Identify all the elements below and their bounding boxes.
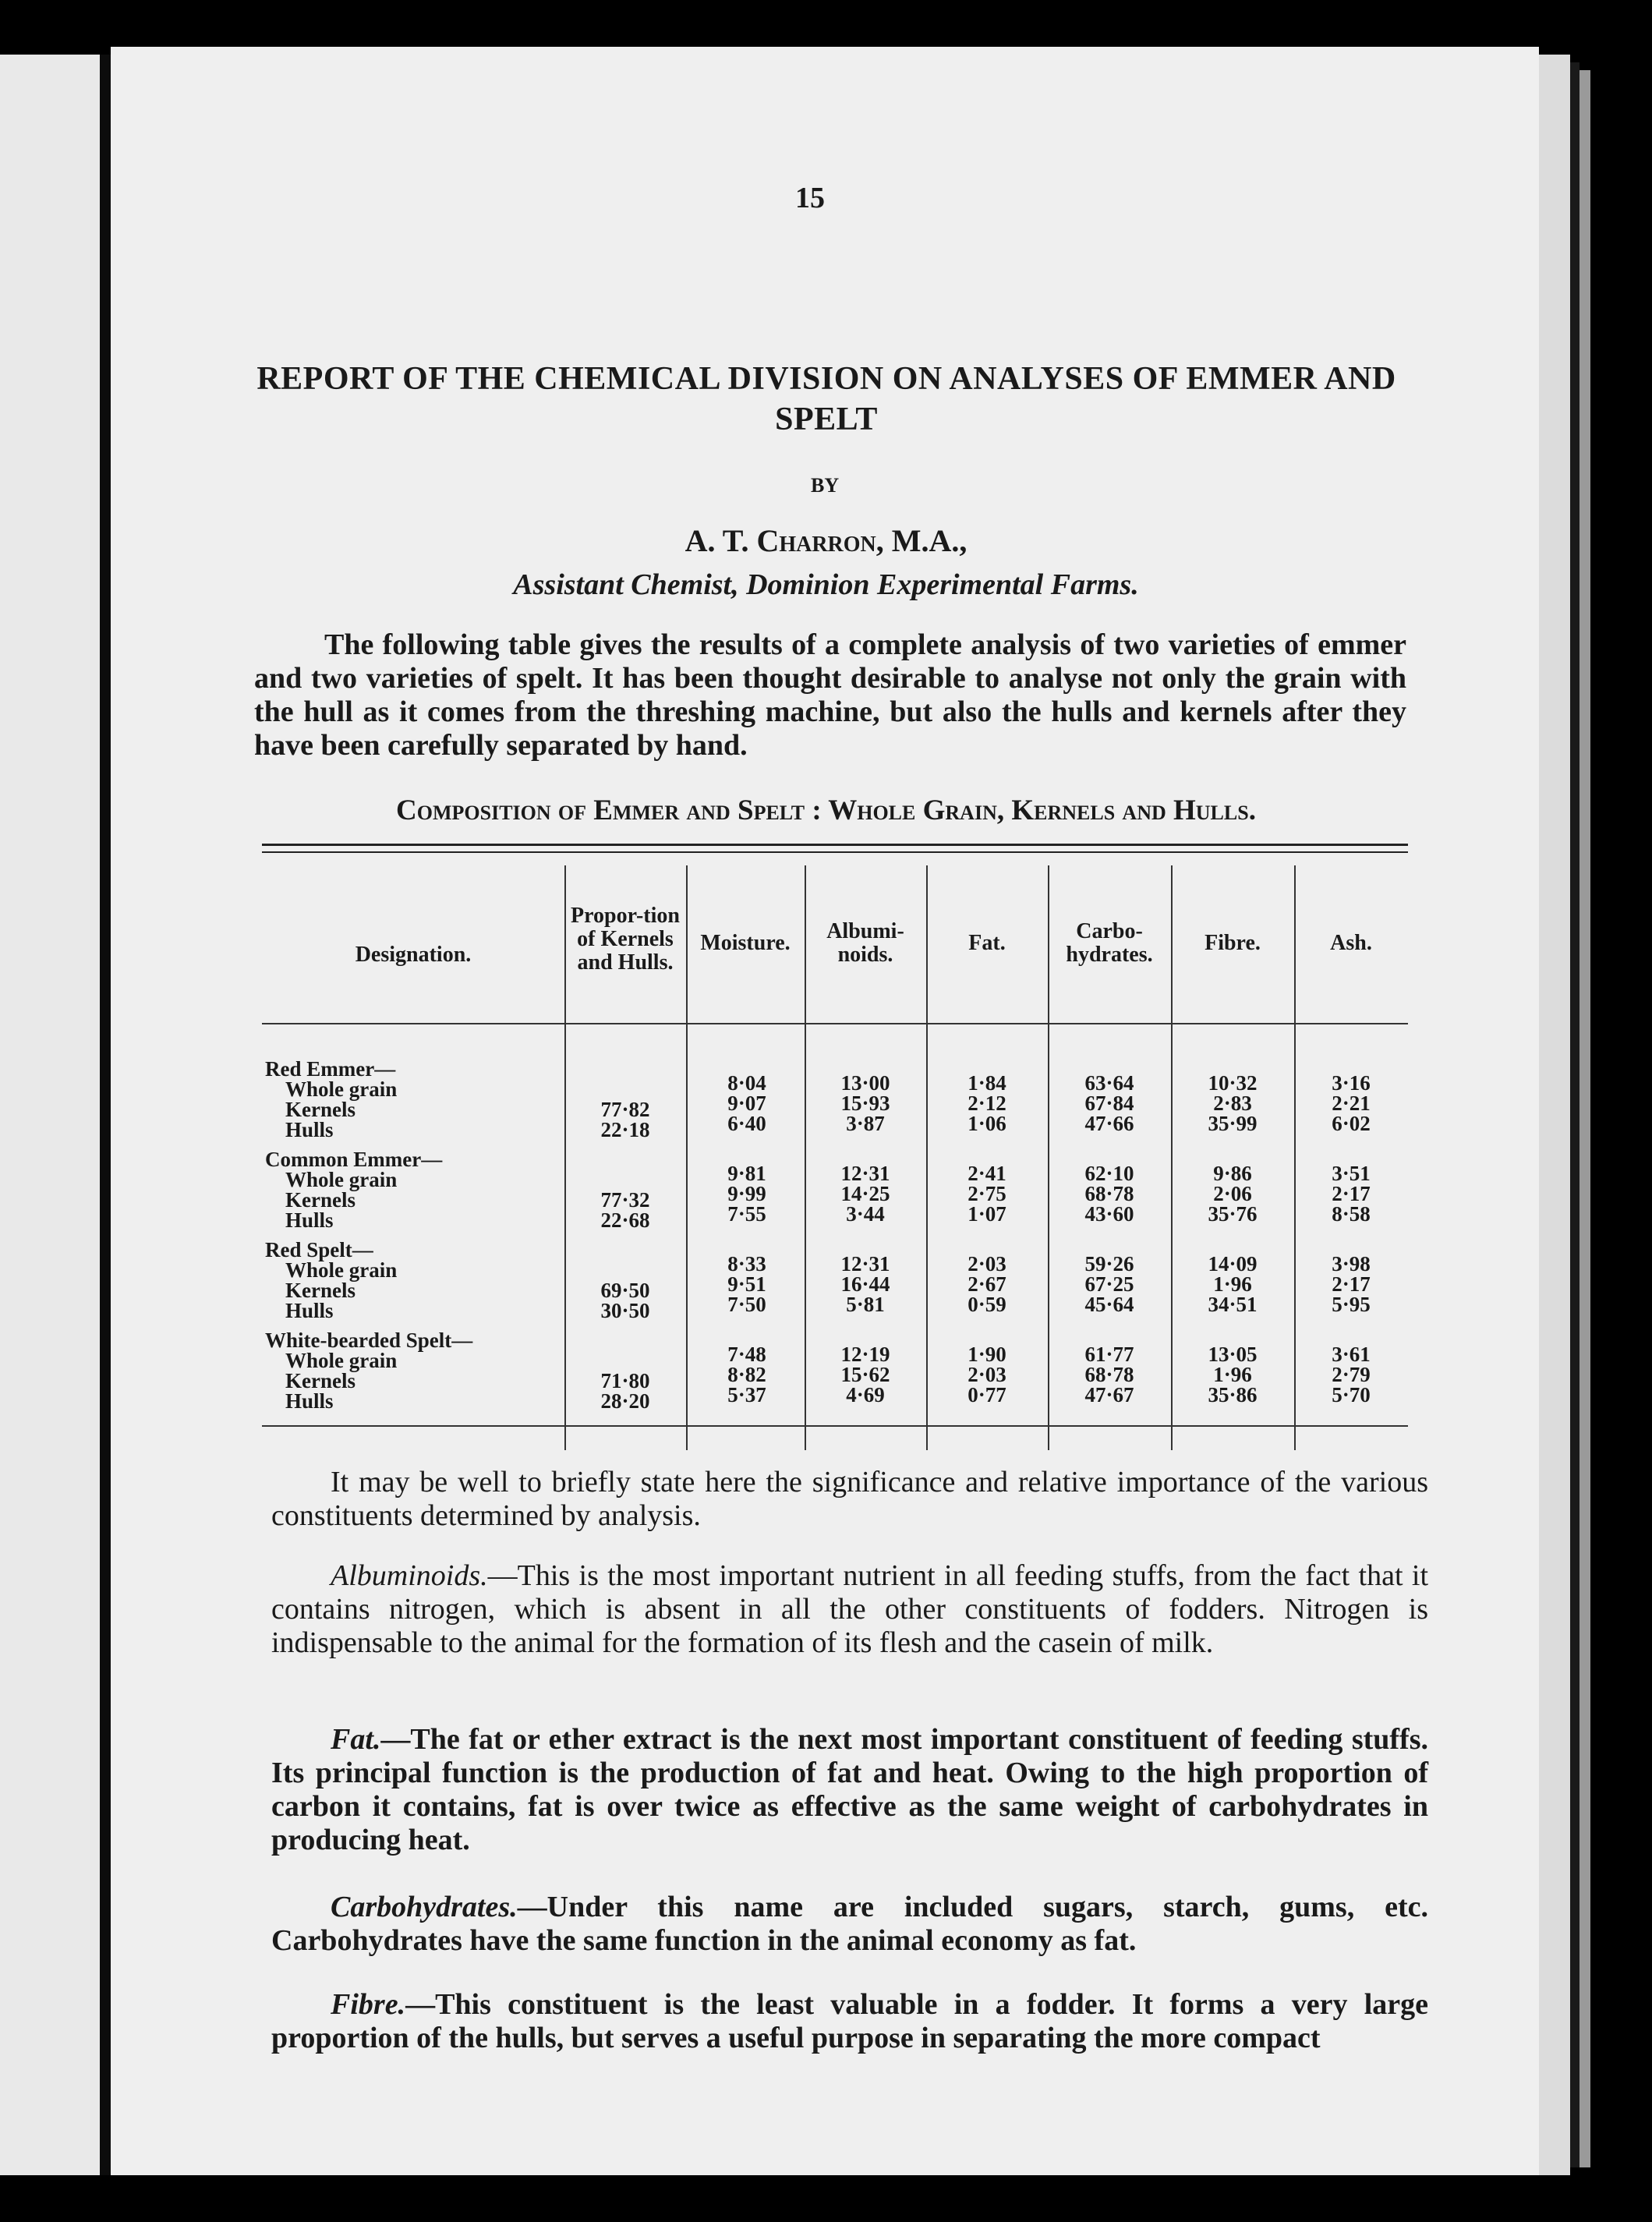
value-cell: 8·58 [1332, 1202, 1371, 1226]
value-cell: 5·95 [1332, 1293, 1371, 1316]
value-cell: 1·96 [1213, 1272, 1252, 1296]
author-affiliation: Assistant Chemist, Dominion Experimental Farms. [513, 568, 1139, 601]
row-label: Whole grain [285, 1077, 398, 1101]
value-cell: 3·16 [1332, 1071, 1371, 1095]
author-text: A. T. Charron, M.A., [685, 523, 967, 558]
value-cell: 8·04 [727, 1071, 766, 1095]
paragraph-carbohydrates [271, 1891, 1428, 1958]
value-cell: 43·60 [1084, 1202, 1134, 1226]
value-cell: 9·07 [727, 1092, 766, 1115]
value-cell: 1·84 [967, 1071, 1006, 1095]
value-cell: 2·17 [1332, 1272, 1371, 1296]
value-cell: 6·40 [727, 1112, 766, 1135]
fibre-text: —This constituent is the least valuable in a fodder. It forms a very large proportion of the hulls, but serves a useful purpose in separating the more compact [271, 1988, 1428, 2054]
table-top-rule [262, 844, 1408, 846]
value-cell: 2·41 [967, 1162, 1006, 1185]
value-cell: 1·90 [967, 1343, 1006, 1366]
value-cell: 5·37 [727, 1383, 766, 1406]
value-cell: 62·10 [1084, 1162, 1134, 1185]
page-edge-shadow [1570, 62, 1579, 2167]
value-cell: 35·86 [1208, 1383, 1258, 1406]
row-label: Hulls [285, 1389, 334, 1413]
group-label: White-bearded Spelt— [265, 1329, 473, 1352]
row-label: Hulls [285, 1208, 334, 1232]
fibre-heading: Fibre. [331, 1988, 406, 2021]
value-cell: 2·06 [1213, 1182, 1252, 1205]
value-cell: 15·62 [840, 1363, 890, 1386]
value-cell: 3·98 [1332, 1252, 1371, 1276]
header-ash: Ash. [1330, 931, 1372, 955]
fat-heading: Fat. [331, 1723, 381, 1756]
row-label: Kernels [285, 1369, 356, 1392]
group-label: Common Emmer— [265, 1148, 443, 1171]
albuminoids-heading: Albuminoids. [331, 1559, 488, 1592]
value-cell: 63·64 [1084, 1071, 1134, 1095]
proportion-cell: 77·82 [600, 1098, 650, 1121]
value-cell: 9·81 [727, 1162, 766, 1185]
page-gutter [100, 55, 111, 2175]
header-bottom-rule [262, 1023, 1408, 1024]
table-caption-text: Composition of Emmer and Spelt : Whole Grain, Kernels and Hulls. [396, 794, 1256, 826]
value-cell: 14·09 [1208, 1252, 1258, 1276]
value-cell: 10·32 [1208, 1071, 1258, 1095]
row-label: Kernels [285, 1098, 356, 1121]
header-fibre: Fibre. [1205, 931, 1261, 955]
group-label: Red Spelt— [265, 1238, 373, 1261]
composition-table [262, 865, 1408, 1450]
carbohydrates-heading: Carbohydrates. [331, 1891, 518, 1923]
row-label: Whole grain [285, 1349, 398, 1372]
value-cell: 13·05 [1208, 1343, 1258, 1366]
value-cell: 2·17 [1332, 1182, 1371, 1205]
group-label: Red Emmer— [265, 1057, 396, 1081]
proportion-cell: 30·50 [600, 1299, 650, 1322]
row-label: Hulls [285, 1118, 334, 1141]
row-label: Whole grain [285, 1168, 398, 1191]
report-title: REPORT OF THE CHEMICAL DIVISION ON ANALYSES OF EMMER AND SPELT [256, 361, 1396, 437]
row-label: Kernels [285, 1188, 356, 1212]
paragraph-fat [271, 1723, 1428, 1857]
value-cell: 7·48 [727, 1343, 766, 1366]
proportion-cell: 71·80 [600, 1369, 650, 1392]
adjacent-page-strip [0, 55, 100, 2175]
value-cell: 9·86 [1213, 1162, 1252, 1185]
proportion-cell: 69·50 [600, 1279, 650, 1302]
intro-paragraph: The following table gives the results of a complete analysis of two varieties of emmer and two varieties of spelt. It has been thought desirable to analyse not only the grain with the hull as it comes from the threshing machine, but also the hulls and kernels after they have been carefully separated by hand. [254, 628, 1406, 762]
value-cell: 2·03 [967, 1252, 1006, 1276]
value-cell: 8·82 [727, 1363, 766, 1386]
page-number: 15 [795, 182, 825, 214]
table-caption [0, 794, 1652, 827]
column-divider [1048, 865, 1049, 1450]
proportion-cell: 22·68 [600, 1208, 650, 1232]
carbohydrates-text: —Under this name are included sugars, starch, gums, etc. Carbohydrates have the same function in the animal economy as fat. [271, 1891, 1428, 1957]
header-moisture: Moisture. [700, 931, 791, 955]
value-cell: 47·67 [1084, 1383, 1134, 1406]
value-cell: 2·83 [1213, 1092, 1252, 1115]
row-label: Whole grain [285, 1258, 398, 1282]
column-divider [1171, 865, 1173, 1450]
header-proportion: Propor-tion of Kernels and Hulls. [571, 904, 680, 975]
value-cell: 67·84 [1084, 1092, 1134, 1115]
value-cell: 68·78 [1084, 1363, 1134, 1386]
author-name [0, 522, 1652, 559]
value-cell: 1·06 [967, 1112, 1006, 1135]
header-fat: Fat. [968, 931, 1006, 955]
value-cell: 12·31 [840, 1162, 890, 1185]
value-cell: 6·02 [1332, 1112, 1371, 1135]
paragraph-fibre [271, 1988, 1428, 2055]
value-cell: 7·50 [727, 1293, 766, 1316]
value-cell: 2·67 [967, 1272, 1006, 1296]
value-cell: 45·64 [1084, 1293, 1134, 1316]
value-cell: 2·03 [967, 1363, 1006, 1386]
value-cell: 15·93 [840, 1092, 890, 1115]
row-label: Hulls [285, 1299, 334, 1322]
column-divider [805, 865, 806, 1450]
byline-by: BY [811, 474, 840, 497]
value-cell: 14·25 [840, 1182, 890, 1205]
header-carbohydrates: Carbo-hydrates. [1066, 919, 1153, 967]
value-cell: 47·66 [1084, 1112, 1134, 1135]
column-divider [564, 865, 566, 1450]
value-cell: 5·81 [846, 1293, 885, 1316]
row-label: Kernels [285, 1279, 356, 1302]
value-cell: 0·77 [967, 1383, 1006, 1406]
table-top-rule-double [262, 851, 1408, 853]
value-cell: 3·61 [1332, 1343, 1371, 1366]
paragraph-significance: It may be well to briefly state here the significance and relative importance of the various constituents determined by analysis. [271, 1466, 1428, 1532]
value-cell: 3·87 [846, 1112, 885, 1135]
page-edge-outer [1579, 70, 1590, 2167]
value-cell: 34·51 [1208, 1293, 1258, 1316]
value-cell: 2·75 [967, 1182, 1006, 1205]
value-cell: 35·99 [1208, 1112, 1258, 1135]
value-cell: 3·44 [846, 1202, 885, 1226]
value-cell: 2·79 [1332, 1363, 1371, 1386]
proportion-cell: 77·32 [600, 1188, 650, 1212]
value-cell: 3·51 [1332, 1162, 1371, 1185]
column-divider [926, 865, 928, 1450]
value-cell: 0·59 [967, 1293, 1006, 1316]
value-cell: 67·25 [1084, 1272, 1134, 1296]
value-cell: 4·69 [846, 1383, 885, 1406]
value-cell: 68·78 [1084, 1182, 1134, 1205]
column-divider [1294, 865, 1296, 1450]
fat-text: —The fat or ether extract is the next most important constituent of feeding stuffs. Its principal function is the production of fat and heat. Owing to the high proportion of carbon it contains, fat is over twice as effective as the same weight of carbohydrates in producing heat. [271, 1723, 1428, 1856]
paragraph-albuminoids [271, 1559, 1428, 1660]
value-cell: 13·00 [840, 1071, 890, 1095]
column-divider [686, 865, 688, 1450]
value-cell: 12·19 [840, 1343, 890, 1366]
value-cell: 9·99 [727, 1182, 766, 1205]
value-cell: 16·44 [840, 1272, 890, 1296]
page-edge [1539, 55, 1570, 2175]
value-cell: 61·77 [1084, 1343, 1134, 1366]
header-albuminoids: Albumi-noids. [826, 919, 904, 967]
value-cell: 8·33 [727, 1252, 766, 1276]
value-cell: 5·70 [1332, 1383, 1371, 1406]
value-cell: 12·31 [840, 1252, 890, 1276]
header-designation: Designation. [355, 943, 472, 967]
value-cell: 7·55 [727, 1202, 766, 1226]
proportion-cell: 22·18 [600, 1118, 650, 1141]
value-cell: 2·21 [1332, 1092, 1371, 1115]
value-cell: 1·07 [967, 1202, 1006, 1226]
value-cell: 35·76 [1208, 1202, 1258, 1226]
value-cell: 59·26 [1084, 1252, 1134, 1276]
albuminoids-text: —This is the most important nutrient in all feeding stuffs, from the fact that it contains nitrogen, which is absent in all the other constituents of fodders. Nitrogen is indispensable to the animal for the formation of its flesh and the casein of milk. [271, 1559, 1428, 1659]
proportion-cell: 28·20 [600, 1389, 650, 1413]
table-bottom-rule [262, 1425, 1408, 1427]
value-cell: 1·96 [1213, 1363, 1252, 1386]
value-cell: 9·51 [727, 1272, 766, 1296]
value-cell: 2·12 [967, 1092, 1006, 1115]
